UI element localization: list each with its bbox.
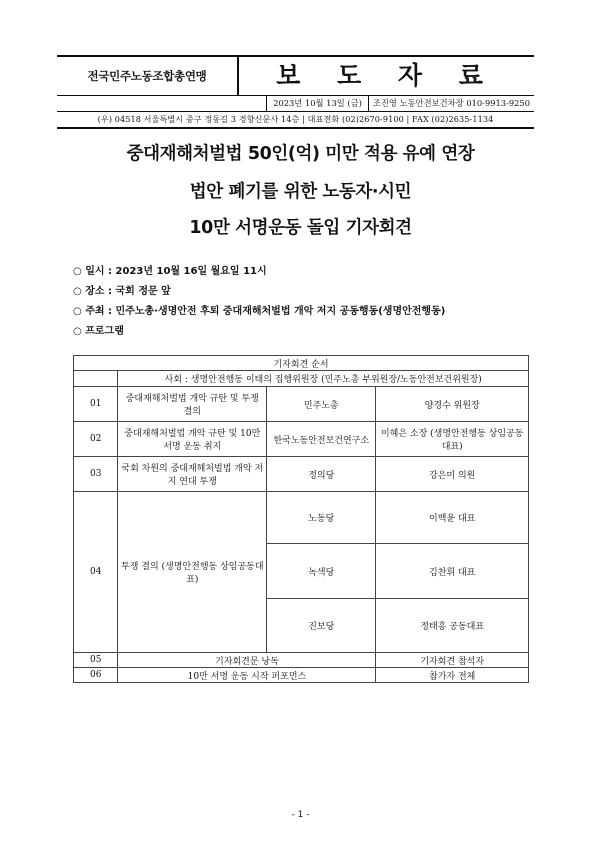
press-release-title: 보 도 자 료 xyxy=(237,57,534,95)
event-info xyxy=(73,262,445,342)
table-row xyxy=(74,492,529,544)
program-person: 참가자 전체 xyxy=(376,668,529,683)
headline-line-2: 법안 폐기를 위한 노동자·시민 xyxy=(189,182,412,202)
table-row xyxy=(74,371,529,387)
program-item: 국회 차원의 중대재해처벌법 개악 저지 연대 투쟁 xyxy=(118,457,267,492)
info-value: 민주노총·생명안전 후퇴 중대재해처벌법 개악 저지 공동행동(생명안전행동) xyxy=(115,306,446,317)
program-org: 진보당 xyxy=(267,599,376,653)
headline-line-3: 10만 서명운동 돌입 기자회견 xyxy=(189,218,412,238)
press-header xyxy=(57,55,534,129)
bullet-icon: ○ xyxy=(73,266,82,277)
program-person: 기자회견 참석자 xyxy=(376,653,529,668)
table-row xyxy=(74,422,529,457)
program-org: 녹색당 xyxy=(267,544,376,599)
program-host: 사회 : 생명안전행동 이태의 집행위원장 (민주노총 부위원장/노동안전보건위원장) xyxy=(118,371,529,387)
program-person: 김찬휘 대표 xyxy=(376,544,529,599)
program-org: 정의당 xyxy=(267,457,376,492)
program-person: 양경수 위원장 xyxy=(376,387,529,422)
program-item: 중대재해처벌법 개악 규탄 및 10만 서명 운동 취지 xyxy=(118,422,267,457)
bullet-icon: ○ xyxy=(73,326,82,337)
header-top xyxy=(57,55,534,95)
info-label: 주최 xyxy=(85,306,105,317)
release-date: 2023년 10월 13일 (금) xyxy=(266,96,368,111)
contact-info: 조진영 노동안전보건차장 010-9913-9250 xyxy=(368,96,534,111)
program-caption: 기자회견 순서 xyxy=(74,356,529,371)
page-number: - 1 - xyxy=(291,810,310,820)
table-row xyxy=(74,653,529,668)
table-row xyxy=(74,356,529,371)
row-number: 04 xyxy=(74,492,118,653)
info-label: 장소 xyxy=(85,286,105,297)
header-meta xyxy=(57,95,534,111)
info-datetime: ○ 일시 : 2023년 10월 16일 월요일 11시 xyxy=(73,266,267,277)
program-org: 한국노동안전보건연구소 xyxy=(267,422,376,457)
bullet-icon: ○ xyxy=(73,306,82,317)
table-row xyxy=(74,387,529,422)
info-value: 국회 정문 앞 xyxy=(115,286,171,297)
program-person: 이혜은 소장 (생명안전행동 상임공동대표) xyxy=(376,422,529,457)
bullet-icon: ○ xyxy=(73,286,82,297)
program-item: 투쟁 결의 (생명안전행동 상임공동대표) xyxy=(118,492,267,653)
info-value: 2023년 10월 16일 월요일 11시 xyxy=(115,266,267,277)
program-table xyxy=(73,355,529,683)
row-number: 01 xyxy=(74,387,118,422)
headline-line-1: 중대재해처벌법 50인(억) 미만 적용 유예 연장 xyxy=(126,144,475,164)
program-item: 기자회견문 낭독 xyxy=(118,653,376,668)
info-host: ○ 주최 : 민주노총·생명안전 후퇴 중대재해처벌법 개악 저지 공동행동(생명안전행동) xyxy=(73,306,446,317)
row-number: 03 xyxy=(74,457,118,492)
row-number: 05 xyxy=(74,653,118,668)
info-label: 프로그램 xyxy=(85,326,124,337)
program-person: 이백윤 대표 xyxy=(376,492,529,544)
row-number: 02 xyxy=(74,422,118,457)
org-name: 전국민주노동조합총연맹 xyxy=(87,69,207,83)
table-row xyxy=(74,457,529,492)
program-org: 노동당 xyxy=(267,492,376,544)
program-org: 민주노총 xyxy=(267,387,376,422)
program-item: 중대재해처벌법 개악 규탄 및 투쟁 결의 xyxy=(118,387,267,422)
address-line: (우) 04518 서울특별시 중구 정동길 3 경향신문사 14층 | 대표전화 (02)2670-9100 | FAX (02)2635-1134 xyxy=(57,111,534,129)
program-person: 정태흥 공동대표 xyxy=(376,599,529,653)
info-program xyxy=(73,322,445,342)
info-label: 일시 xyxy=(85,266,105,277)
program-item: 10만 서명 운동 시작 퍼포먼스 xyxy=(118,668,376,683)
row-number: 06 xyxy=(74,668,118,683)
program-person: 강은미 의원 xyxy=(376,457,529,492)
table-cell xyxy=(74,371,118,387)
table-row xyxy=(74,668,529,683)
info-place: ○ 장소 : 국회 정문 앞 xyxy=(73,286,171,297)
